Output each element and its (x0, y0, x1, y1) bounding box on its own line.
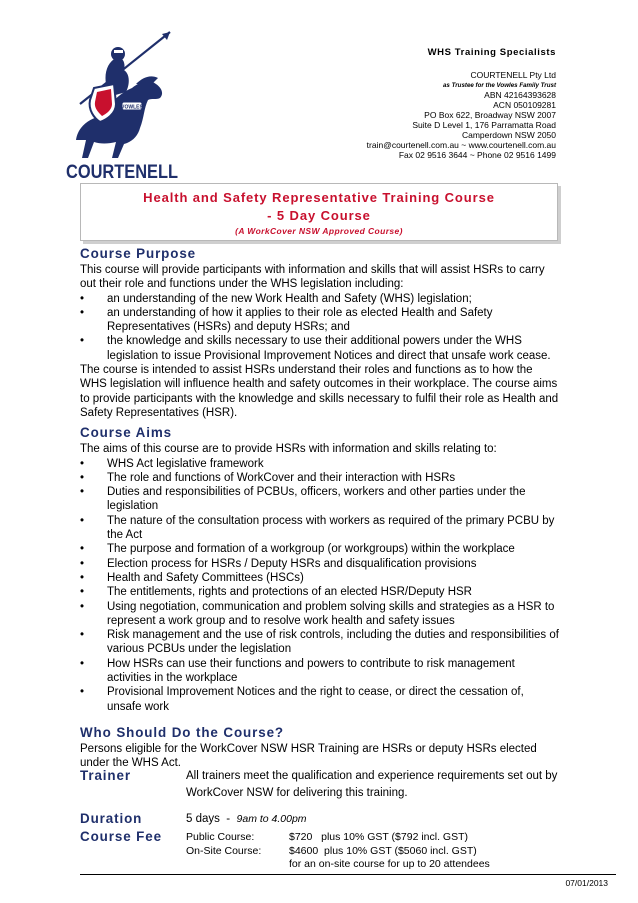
bullet-icon: • (80, 292, 85, 305)
po-box: PO Box 622, Broadway NSW 2007 (424, 110, 556, 120)
fee-public-label: Public Course: (186, 831, 255, 843)
list-item: • Provisional Improvement Notices and the right to cease, or direct the cessation of, unsafe work (80, 686, 524, 713)
knight-horse-icon (66, 22, 178, 182)
duration-days: 5 days (186, 813, 220, 825)
fee-label: Course Fee (80, 829, 162, 844)
purpose-heading: Course Purpose (80, 246, 197, 261)
list-item: • The nature of the consultation process with workers as required of the primary PCBU by the Act (80, 514, 555, 542)
purpose-intro: This course will provide participants with information and skills that will assist HSRs to carry out their role and functions under the WHS legislation including: (80, 264, 545, 291)
approval-note: (A WorkCover NSW Approved Course) (235, 226, 403, 236)
bullet-icon: • (80, 557, 85, 570)
bullet-icon: • (80, 571, 85, 584)
list-item: • The purpose and formation of a workgroup (or workgroups) within the workplace (80, 543, 515, 556)
suburb: Camperdown NSW 2050 (461, 130, 556, 140)
bullet-icon: • (80, 657, 85, 670)
list-item: • Health and Safety Committees (HSCs) (80, 571, 304, 584)
list-item: • the knowledge and skills necessary to use their additional powers under the WHS legislation to issue Provisional Improvement Notices and direct that unsafe work cease. (80, 335, 551, 362)
bullet-icon: • (80, 471, 85, 484)
trust-line: as Trustee for the Vowles Family Trust (442, 82, 556, 89)
street-address: Suite D Level 1, 176 Parramatta Road (412, 120, 556, 130)
company-name: COURTENELL Pty Ltd (470, 70, 556, 80)
fax-phone: Fax 02 9516 3644 ~ Phone 02 9516 1499 (398, 150, 556, 160)
purpose-outro: The course is intended to assist HSRs understand their roles and functions as to how the WHS legislation will influence health and safety outcomes in their workplace. The course aims to provide participants with the knowledge and skills necessary to fulfil their role as Health and Safety Representatives (HSR). (80, 364, 559, 419)
who-text: Persons eligible for the WorkCover NSW HSR Training are HSRs or deputy HSRs elected under the WHS Act. (80, 742, 537, 770)
footer-divider (80, 874, 616, 875)
bullet-icon: • (80, 457, 85, 470)
list-item: • Using negotiation, communication and problem solving skills and strategies as a HSR to represent a work group and to resolve work health and safety issues (80, 600, 555, 627)
list-item: • Risk management and the use of risk controls, including the duties and responsibilities of various PCBUs under the legislation (80, 629, 559, 656)
duration-label: Duration (80, 811, 143, 826)
purpose-list (80, 292, 560, 363)
duration-hours: 9am to 4.00pm (236, 813, 307, 825)
list-item: • an understanding of the new Work Health and Safety (WHS) legislation; (80, 292, 472, 305)
course-length: - 5 Day Course (267, 208, 371, 223)
bullet-icon: • (80, 486, 85, 499)
header-title: WHS Training Specialists (427, 47, 556, 58)
list-item: • The entitlements, rights and protections of an elected HSR/Deputy HSR (80, 586, 472, 599)
aims-intro: The aims of this course are to provide HSRs with information and skills relating to: (80, 443, 497, 456)
logo-plaque-text: VOWLES (121, 104, 143, 111)
aims-heading: Course Aims (80, 425, 173, 441)
bullet-icon: • (80, 306, 85, 319)
fee-public-price: $720 plus 10% GST ($792 incl. GST) (289, 831, 468, 843)
duration-value (186, 811, 307, 828)
bullet-icon: • (80, 600, 85, 613)
list-item: • an understanding of how it applies to their role as elected Health and Safety Representatives (HSRs) and deputy HSRs; and (80, 306, 493, 334)
abn: ABN 42164393628 (484, 90, 556, 100)
list-item: • Duties and responsibilities of PCBUs, officers, workers and other parties under the legislation (80, 486, 526, 513)
fee-onsite-label: On-Site Course: (186, 845, 262, 857)
main-content (80, 246, 560, 771)
who-heading: Who Should Do the Course? (80, 724, 284, 740)
aims-list (80, 457, 560, 714)
trainer-label: Trainer (80, 768, 131, 783)
trainer-text: All trainers meet the qualification and experience requirements set out by WorkCover NSW for delivering this training. (186, 770, 558, 799)
duration-dash: - (226, 813, 231, 825)
company-logo (66, 22, 178, 182)
course-title: Health and Safety Representative Training Course (143, 190, 495, 205)
bullet-icon: • (80, 335, 85, 348)
course-title-banner (80, 183, 558, 241)
bullet-icon: • (80, 514, 85, 527)
list-item: • How HSRs can use their functions and powers to contribute to risk management activities in the workplace (80, 657, 515, 685)
list-item: • Election process for HSRs / Deputy HSRs and disqualification provisions (80, 557, 477, 570)
fee-onsite-note: for an on-site course for up to 20 attendees (289, 858, 490, 870)
bullet-icon: • (80, 629, 85, 642)
fee-onsite-price: $4600 plus 10% GST ($5060 incl. GST) (289, 845, 477, 857)
list-item: • The role and functions of WorkCover and their interaction with HSRs (80, 471, 456, 484)
document-date: 07/01/2013 (565, 878, 608, 888)
bullet-icon: • (80, 543, 85, 556)
acn: ACN 050109281 (493, 100, 556, 110)
list-item: • WHS Act legislative framework (80, 457, 264, 470)
bullet-icon: • (80, 586, 85, 599)
bullet-icon: • (80, 686, 85, 699)
email-website[interactable]: train@courtenell.com.au ~ www.courtenell.com.au (366, 140, 556, 150)
logo-wordmark: COURTENELL (66, 161, 179, 183)
